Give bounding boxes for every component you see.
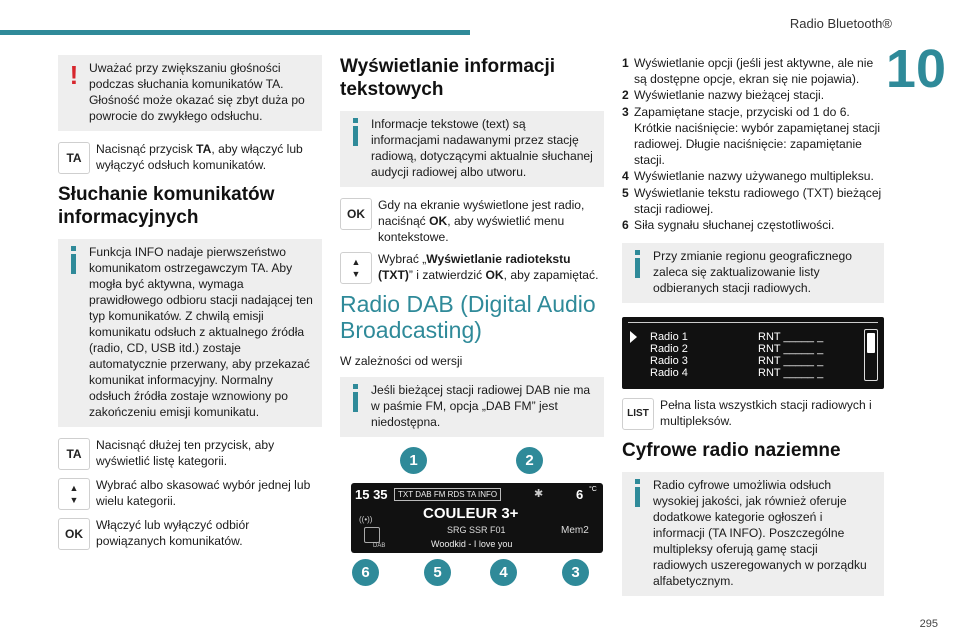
radiotext: Woodkid - I love you — [431, 539, 513, 549]
dab-label: DAB — [373, 543, 386, 549]
callout-2: 2 — [516, 447, 543, 474]
info-icon — [349, 384, 363, 412]
section-heading-text-info: Wyświetlanie informacji tekstowych — [340, 56, 556, 100]
versions-text: W zależności od wersji — [340, 354, 463, 368]
info-icon — [631, 479, 645, 507]
legend-list — [622, 55, 884, 233]
ok-instruction: OK Gdy na ekranie wyświetlone jest radio, naciśnąć OK, aby wyświetlić menu kontekstowe. — [340, 197, 604, 245]
radio-display — [351, 483, 603, 553]
station-rnt: RNT _____ _ RNT _____ _ RNT _____ _ RNT _____ _ — [758, 331, 824, 380]
ta-long-text: Nacisnąć dłużej ten przycisk, aby wyświetlić listę kategorii. — [96, 438, 275, 468]
section-heading-info: Słuchanie komunikatów informacyjnych — [58, 184, 275, 228]
ta-text-post: , aby włączyć lub wyłączyć odsłuch komunikatów. — [96, 142, 303, 172]
info-icon — [631, 250, 645, 278]
column-3 — [622, 55, 884, 606]
ta-instruction — [58, 141, 322, 175]
temperature-unit: °C — [589, 486, 597, 493]
scrollbar — [864, 329, 878, 381]
page-number: 295 — [919, 618, 938, 630]
header-title: Radio Bluetooth® — [789, 16, 892, 31]
radio-icon — [364, 527, 380, 543]
bluetooth-icon: ✱ — [534, 488, 544, 500]
arrows-text: Wybrać albo skasować wybór jednej lub wielu kategorii. — [96, 478, 311, 508]
pointer-icon — [630, 331, 637, 343]
temperature: 6 — [576, 487, 584, 502]
station-names: Radio 1 Radio 2 Radio 3 Radio 4 — [650, 331, 688, 380]
list-button-icon: LIST — [622, 398, 654, 430]
up-down-arrows-icon: ▲ ▼ — [58, 478, 90, 510]
list-item: 2 Wyświetlanie nazwy bieżącej stacji. — [622, 88, 825, 103]
arrows-instruction — [58, 477, 322, 511]
list-item: 6 Siła sygnału słuchanej częstotliwości. — [622, 218, 835, 233]
list-item: 1 Wyświetlanie opcji (jeśli jest aktywne, ale nie są dostępne opcje, ekran się nie pojawia). — [622, 56, 874, 87]
warning-icon: ! — [69, 60, 79, 90]
list-item: 4 Wyświetlanie nazwy używanego multipleksu. — [622, 169, 874, 184]
info-icon — [349, 118, 363, 146]
list-text: Pełna lista wszystkich stacji radiowych i multipleksów. — [660, 398, 872, 429]
warning-note — [58, 55, 322, 131]
chapter-number: 10 — [885, 39, 946, 99]
list-instruction — [622, 397, 884, 431]
status-flags: TXT DAB FM RDS TA INFO — [394, 488, 501, 501]
ok-button-icon: OK — [340, 198, 372, 230]
ok-instruction — [58, 517, 322, 551]
region-info-text: Przy zmianie regionu geograficznego zaleca się zaktualizowanie listy odbieranych stacji radiowych. — [653, 249, 852, 296]
memory-preset: Mem2 — [561, 525, 589, 536]
info-note — [340, 111, 604, 187]
up-down-arrows-icon: ▲ ▼ — [340, 252, 372, 284]
digital-radio-note — [622, 472, 884, 596]
region-info-note — [622, 243, 884, 303]
ta-key: TA — [196, 142, 212, 156]
ta-text-pre: Nacisnąć przycisk — [96, 142, 197, 156]
station-name: COULEUR 3+ — [423, 505, 519, 522]
ta-button-icon: TA — [58, 142, 90, 174]
info-text: Funkcja INFO nadaje pierwszeństwo komunikatom ostrzegawczym TA. Aby mogła być aktywna, wymaga prawidłowego odbioru stacji nadającej ten typ komunikatów. Z chwilą emisji komunikatu odsłuch z aktualnego źródła (radio, CD, USB itd.) zostaje automatycznie przerwany, aby przekazać komunikat informacyjny. Normalny odsłuch źródła zostaje wznowiony po zakończeniu emisji komunikatu. — [89, 245, 313, 419]
callout-4: 4 — [490, 559, 517, 586]
callout-3: 3 — [562, 559, 589, 586]
dab-heading: Radio DAB (Digital Audio Broadcasting) — [340, 291, 596, 343]
callout-1: 1 — [400, 447, 427, 474]
multiplex-name: SRG SSR F01 — [447, 525, 506, 535]
digital-radio-text: Radio cyfrowe umożliwia odsłuch wysokiej jakości, jak również oferuje dodatkowe kategorie ogłoszeń i informacji (TA INFO). Poszczególne multipleksy oferują gamę stacji radiowych uszeregowanych w porządku alfabetycznym. — [653, 478, 867, 589]
ta-button-icon: TA — [58, 438, 90, 470]
column-2 — [340, 55, 604, 592]
column-1 — [58, 55, 322, 557]
clock: 15 35 — [355, 487, 388, 502]
callout-6: 6 — [352, 559, 379, 586]
callout-5: 5 — [424, 559, 451, 586]
station-list-display — [622, 317, 884, 389]
info-icon — [67, 246, 81, 274]
warning-text: Uważać przy zwiększaniu głośności podczas słuchania komunikatów TA. Głośność może okazać się zbyt duża po powrocie do zwykłego odsłuchu. — [89, 61, 305, 123]
info-note — [58, 239, 322, 427]
ok-text: Włączyć lub wyłączyć odbiór powiązanych komunikatów. — [96, 518, 250, 548]
ta-long-press-instruction — [58, 437, 322, 471]
dab-screen-figure — [340, 447, 604, 592]
dab-info-note — [340, 377, 604, 437]
info-text: Informacje tekstowe (text) są informacjami nadawanymi przez stację radiową, dotyczącymi aktualnie słuchanej audycji radiowej albo utworu. — [371, 117, 593, 179]
list-item: 5 Wyświetlanie tekstu radiowego (TXT) bieżącej stacji radiowej. — [622, 185, 882, 216]
signal-icon: ((•)) — [359, 515, 373, 524]
arrows-instruction: ▲ ▼ Wybrać „Wyświetlanie radiotekstu (TXT)” i zatwierdzić OK, aby zapamiętać. — [340, 251, 604, 285]
ok-button-icon: OK — [58, 518, 90, 550]
dab-info-text: Jeśli bieżącej stacji radiowej DAB nie ma w paśmie FM, opcja „DAB FM” jest niedostępna. — [371, 383, 591, 429]
list-item: 3 Zapamiętane stacje, przyciski od 1 do 6. Krótkie naciśnięcie: wybór zapamiętanej stacji radiowej. Długie naciśnięcie: zapamiętanie stacji. — [622, 104, 881, 168]
header-accent-bar — [0, 30, 470, 35]
section-heading-digital-radio: Cyfrowe radio naziemne — [622, 440, 841, 462]
